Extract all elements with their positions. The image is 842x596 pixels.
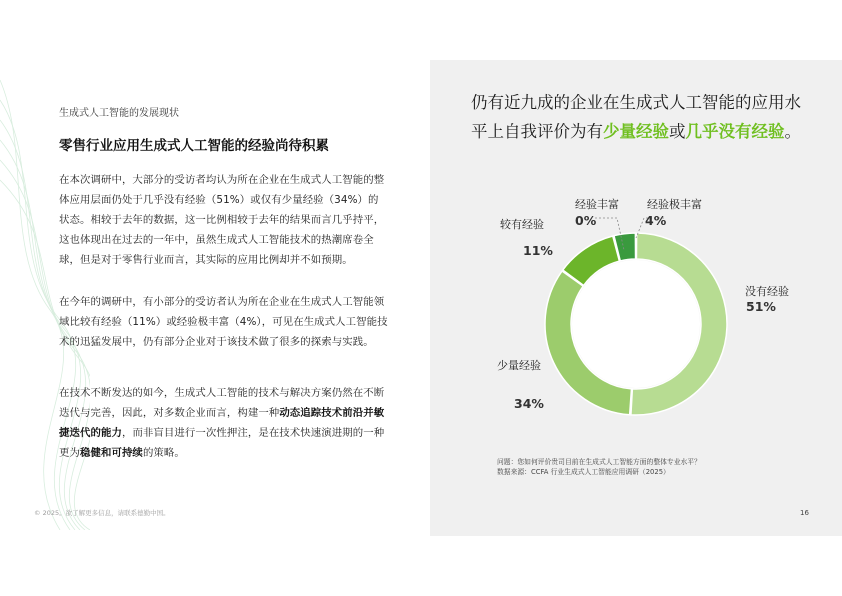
chart-footnote: [497, 457, 701, 477]
paragraph-3: [59, 383, 389, 463]
section-label: 生成式人工智能的发展现状: [59, 108, 179, 119]
paragraph-3-bold-2: 稳健和可持续: [79, 447, 143, 459]
paragraph-2: 在今年的调研中，有小部分的受访者认为所在企业在生成式人工智能领域比较有经验（11%）或经验极丰富（4%），可见在生成式人工智能技术的迅猛发展中，仍有部分企业对于该技术做了很多的探索与实践。: [59, 296, 388, 348]
chart-title-text-c: 。: [784, 122, 801, 141]
slice-value-very-rich: 4%: [645, 213, 667, 228]
donut-chart: [430, 180, 842, 450]
page-heading: 零售行业应用生成式人工智能的经验尚待积累: [59, 138, 329, 154]
paragraph-3-bold-1: 动态追踪技术前沿并敏捷迭代的能力: [59, 407, 385, 439]
chart-title-text-b: 或: [669, 122, 686, 141]
chart-title-highlight-1: 少量经验: [603, 122, 669, 141]
page-number: 16: [800, 509, 809, 517]
slice-label-very-rich: 经验极丰富: [647, 198, 702, 211]
chart-title: [471, 88, 801, 146]
chart-title-highlight-2: 几乎没有经验: [685, 122, 785, 141]
survey-question: 问题：您如何评价贵司目前在生成式人工智能方面的整体专业水平？: [497, 458, 701, 466]
copyright-footer: © 2025。欲了解更多信息，请联系德勤中国。: [34, 509, 170, 517]
chart-title-text-a: 仍有近九成的企业在生成式人工智能的应用水平上自我评价为有: [471, 93, 801, 141]
donut-hole: [572, 260, 700, 388]
slice-label-some: 较有经验: [500, 218, 544, 231]
slice-value-little: 34%: [514, 396, 544, 411]
slice-value-none: 51%: [746, 299, 776, 314]
data-source: 数据来源：CCFA 行业生成式人工智能应用调研（2025）: [497, 468, 670, 476]
paragraph-3-text-d: 的策略。: [142, 447, 185, 459]
paragraph-1: 在本次调研中，大部分的受访者均认为所在企业在生成式人工智能的整体应用层面仍处于几乎没有经验（51%）或仅有少量经验（34%）的状态。相较于去年的数据，这一比例相较于去年的结果而言几乎持平，这也体现出在过去的一年中，虽然生成式人工智能技术的热潮席卷全球，但是对于零售行业而言，其实际的应用比例却并不如预期。: [59, 174, 385, 266]
slice-label-rich: 经验丰富: [575, 198, 619, 211]
paragraph-3-text-c: ，而非盲目进行一次性押注，是在技术快速演进期的一种更为: [59, 427, 385, 459]
slice-value-some: 11%: [523, 243, 553, 258]
slice-value-rich: 0%: [575, 213, 597, 228]
slice-label-none: 没有经验: [745, 285, 789, 298]
slice-label-little: 少量经验: [497, 359, 541, 372]
paragraph-3-text-a: 在技术不断发达的如今，生成式人工智能的技术与解决方案仍然在不断迭代与完善，因此，对多数企业而言，构建一种: [59, 387, 385, 419]
